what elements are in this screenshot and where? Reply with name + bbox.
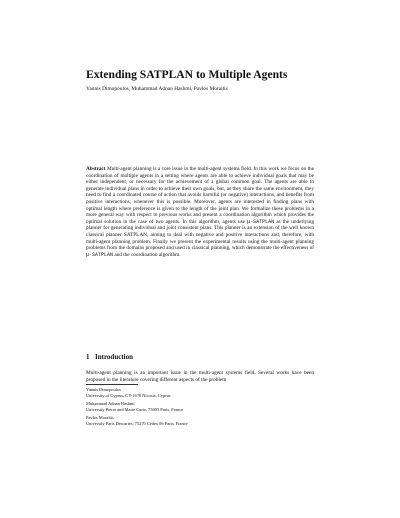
intro-paragraph: Multi-agent planning is an important issue in the multi-agent systems field. Several works have been proposed in the literature covering different aspects of the problem	[86, 370, 314, 383]
abstract-label: Abstract	[86, 166, 106, 172]
footnote-affiliation	[86, 401, 314, 412]
footnote-name: Pavlos Moraïtis	[86, 415, 114, 421]
footnote-affiliation	[86, 415, 314, 426]
abstract-code-1: μ-SATPLAN	[247, 218, 275, 225]
footnotes	[86, 387, 314, 430]
footnote-address: University of Cyprus, CY-1678 Nicosia, Cyprus	[86, 392, 171, 398]
author-list: Yannis Dimopoulos, Muhammad Adnan Hashmi, Pavlos Moraitis	[86, 86, 228, 92]
paper-title: Extending SATPLAN to Multiple Agents	[86, 68, 288, 81]
footnote-affiliation	[86, 387, 314, 398]
abstract-code-2: μ-SATPLAN	[86, 251, 114, 258]
abstract-text-2: as the underlying planner for generating individual and joint consistent plans. This planner is an extension of the well known classical planner SATPLAN, aiming to deal with negative and positive interactions and, therefore, with multi-agent planning problem. Finally we present the experimental results using the multi-agent planning problems from the domains proposed and used in classical planning, which demonstrate the effectiveness of	[86, 218, 314, 252]
footnote-address: University Paris Descartes, 75270 Cedex 06 Paris, France	[86, 420, 188, 426]
footnote-rule	[86, 384, 138, 385]
abstract	[86, 166, 314, 258]
footnote-address: University Pierre and Marie Curie, 75005 Paris, France	[86, 406, 184, 412]
footnote-name: Muhammad Adnan Hashmi	[86, 401, 135, 407]
footnote-name: Yannis Dimopoulos	[86, 387, 121, 392]
section-title: Introduction	[95, 353, 133, 361]
abstract-text-3: and the coordination algorithm.	[113, 251, 181, 258]
section-heading	[86, 353, 314, 362]
section-number: 1	[86, 353, 90, 361]
abstract-text-1: Multi-agent planning is a core issue in the multi-agent systems field. In this work we focus on the coordination of multiple agents in a setting where agents are able to achieve individual goals that may be either independent, or necessary for the achievement of a global common goal. The agents are able to generate individual plans in order to achieve their own goals, but, as they share the same environment, they need to find a coordinated course of action that avoids harmful (or negative) interactions, and benefits from positive interactions, whenever this is possible. Moreover, agents are interested in finding plans with optimal length where preference is given to the length of the joint plan. We formalize these problems in a more general way with respect to previous works and present a coordination algorithm which provides the optimal solution in the case of two agents. In this algorithm, agents use	[86, 166, 314, 225]
